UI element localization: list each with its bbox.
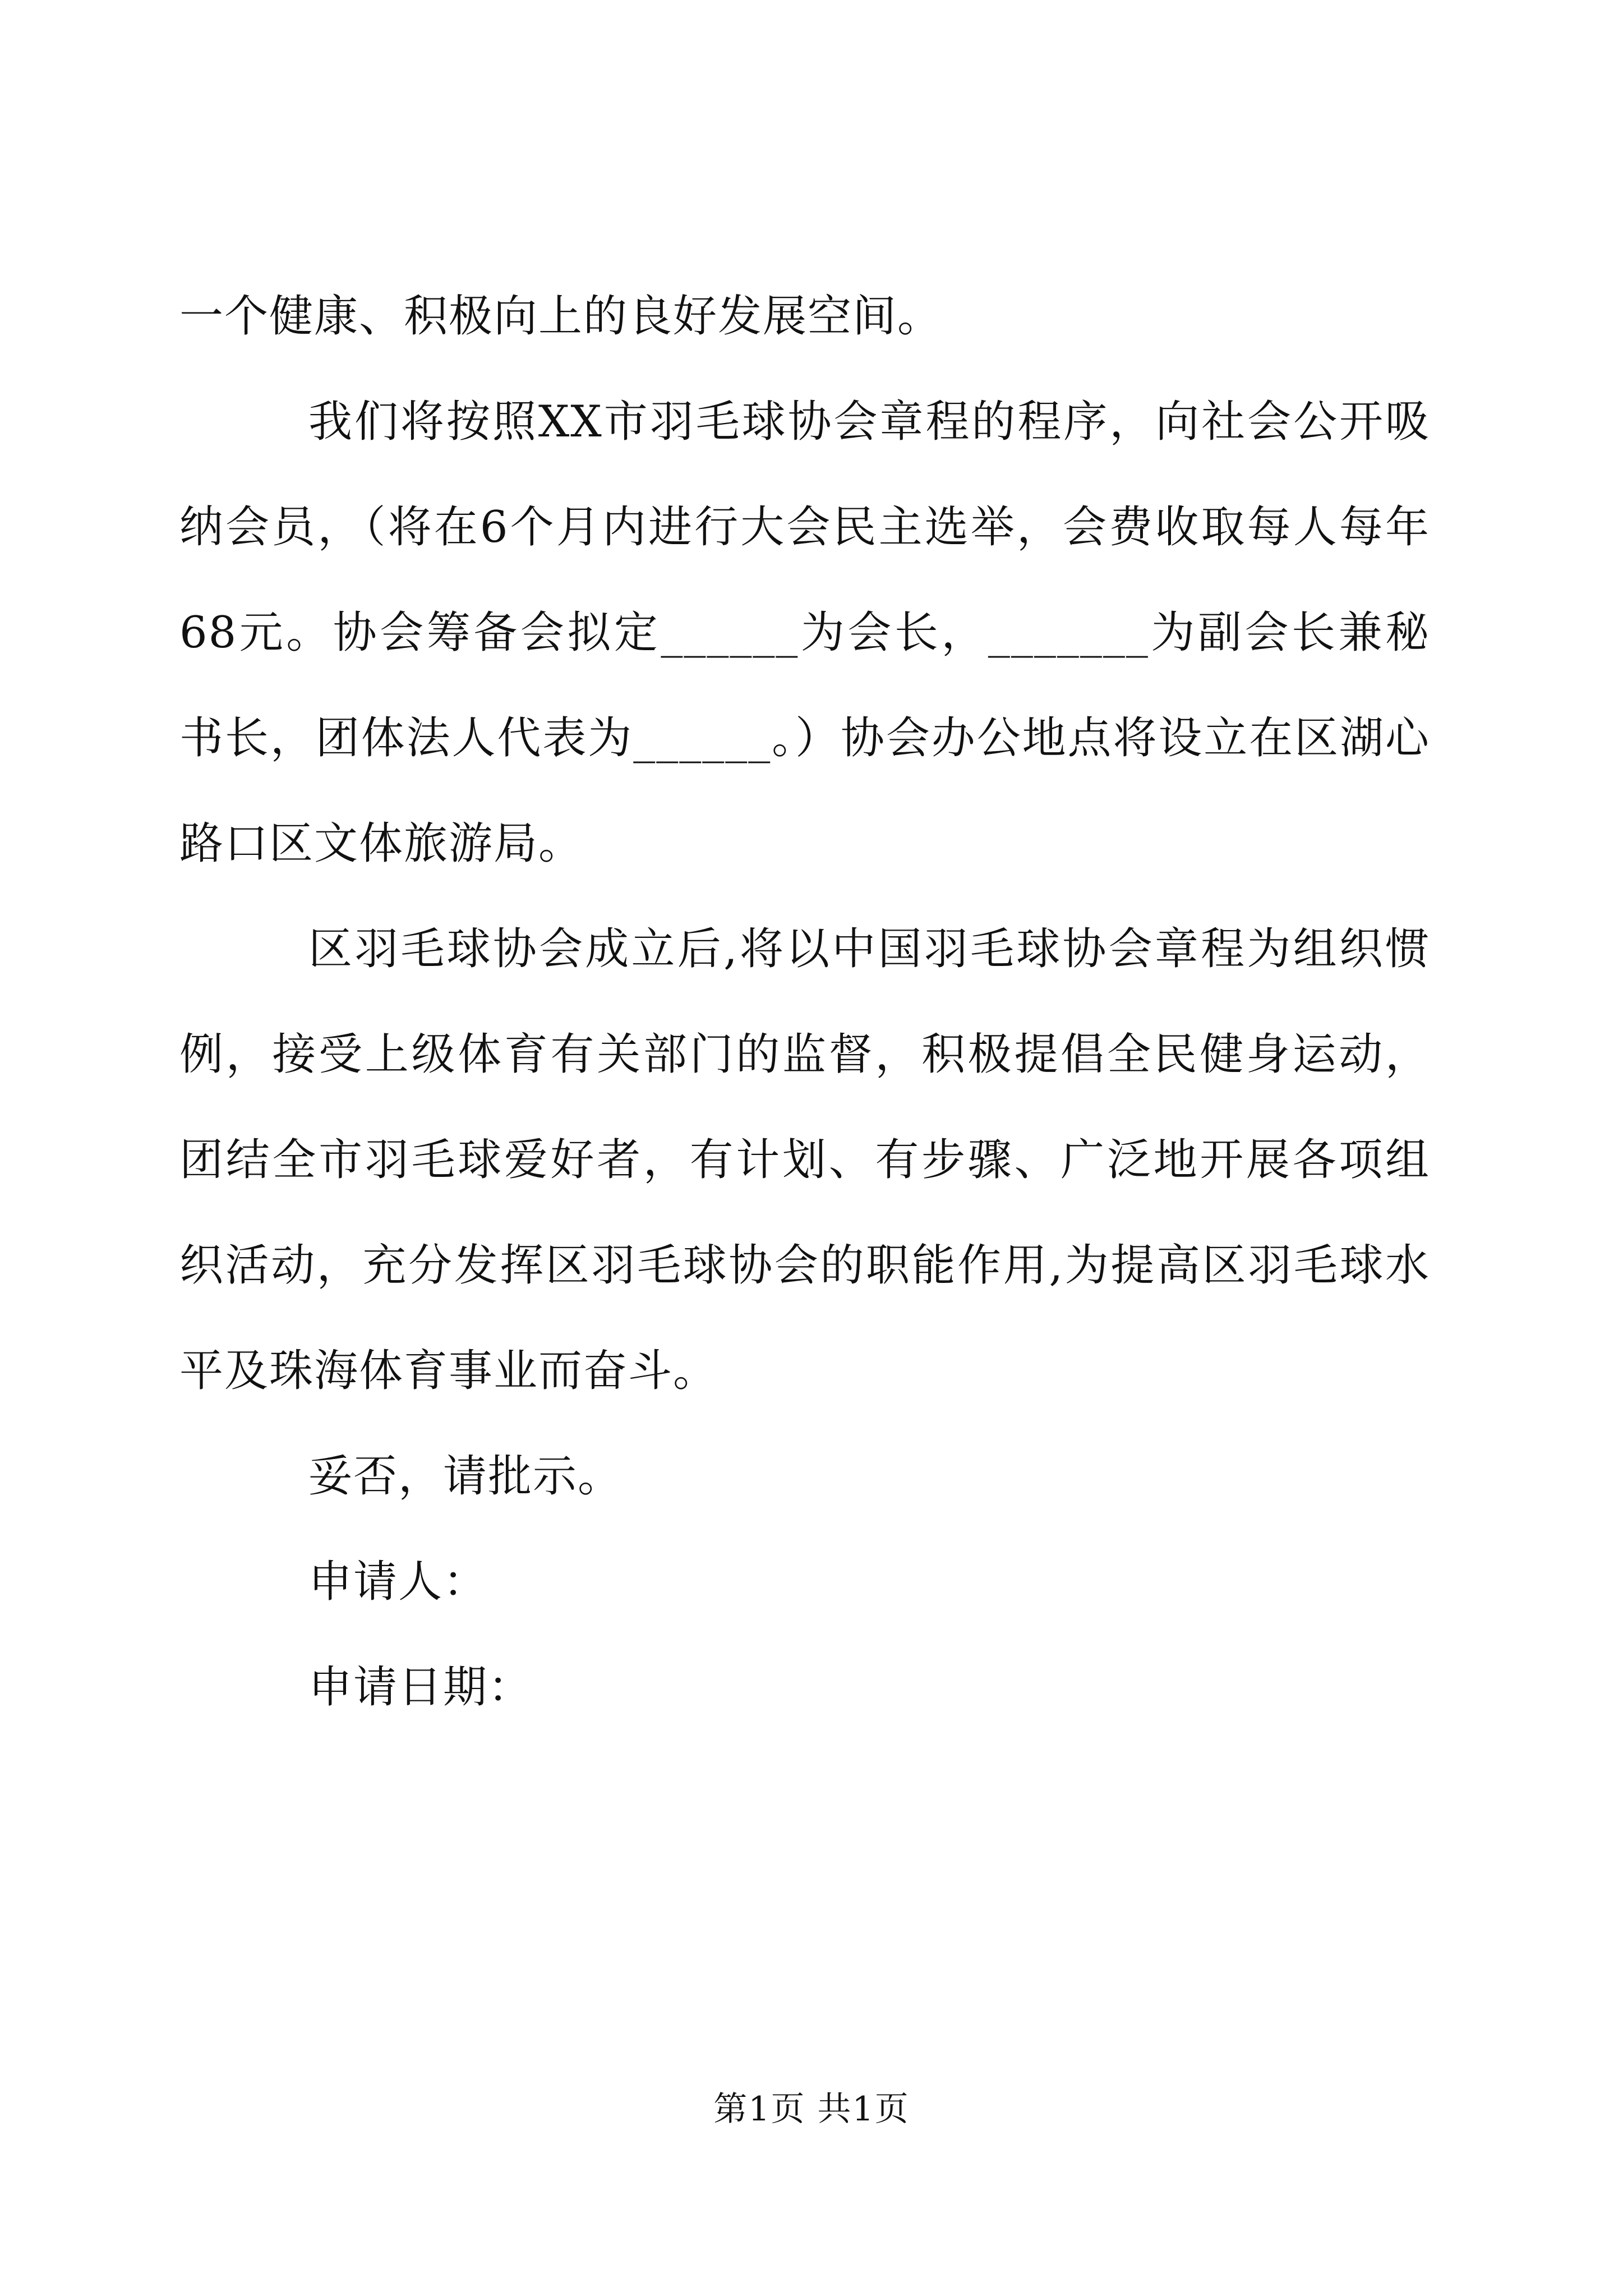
application-date-line: 申请日期： bbox=[308, 1662, 533, 1713]
paragraph-mission: 区羽毛球协会成立后,将以中国羽毛球协会章程为组织惯例，接受上级体育有关部门的监督，积极提倡全民健身运动，团结全市羽毛球爱好者，有计划、有步骤、广泛地开展各项组织活动，充分发挥区羽毛球协会的职能作用,为提高区羽毛球水平及珠海体育事业而奋斗。 bbox=[179, 924, 1430, 1396]
document-body bbox=[179, 264, 1430, 1740]
paragraph-request-approval: 妥否，请批示。 bbox=[308, 1451, 623, 1502]
paragraph-continuation: 一个健康、积极向上的良好发展空间。 bbox=[179, 291, 943, 342]
page-footer: 第1页 共1页 bbox=[713, 2090, 910, 2129]
applicant-line: 申请人： bbox=[308, 1557, 488, 1607]
paragraph-membership: 我们将按照XX市羽毛球协会章程的程序，向社会公开吸纳会员，（将在6个月内进行大会民主选举，会费收取每人每年68元。协会筹备会拟定______为会长，_______为副会长兼秘书长，团体法人代表为______。）协会办公地点将设立在区湖心路口区文体旅游局。 bbox=[179, 397, 1430, 869]
